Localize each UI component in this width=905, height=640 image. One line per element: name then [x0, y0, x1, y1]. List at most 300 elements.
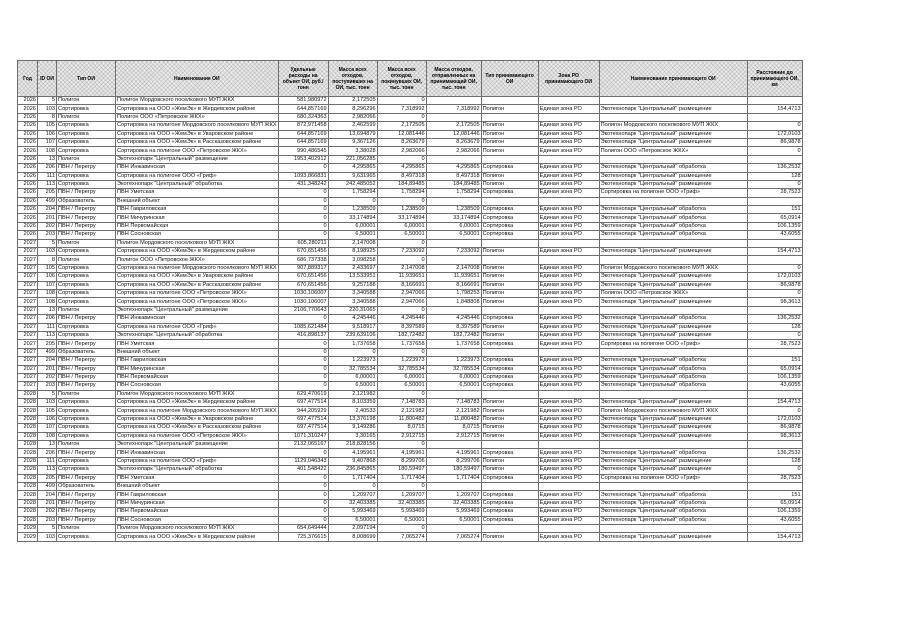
table-cell[interactable]: 872,971458: [278, 122, 328, 130]
table-cell[interactable]: 180,59497: [426, 466, 481, 474]
table-cell[interactable]: 1,209707: [426, 491, 481, 499]
table-cell[interactable]: Единая зона РО: [538, 264, 599, 272]
table-cell[interactable]: Полигон: [57, 155, 116, 163]
table-cell[interactable]: 499: [38, 348, 57, 356]
table-cell[interactable]: [481, 97, 538, 105]
table-cell[interactable]: [747, 155, 802, 163]
table-cell[interactable]: Единая зона РО: [538, 289, 599, 297]
table-cell[interactable]: 0: [278, 214, 328, 222]
table-cell[interactable]: 2,912715: [426, 432, 481, 440]
table-cell[interactable]: 32,403385: [328, 499, 377, 507]
table-cell[interactable]: 0: [278, 474, 328, 482]
table-cell[interactable]: 0: [278, 499, 328, 507]
table-cell[interactable]: ПВН / Перегру: [57, 340, 116, 348]
table-cell[interactable]: 0: [278, 357, 328, 365]
table-cell[interactable]: Сортировка: [481, 474, 538, 482]
table-cell[interactable]: ПВН / Перегру: [57, 449, 116, 457]
table-cell[interactable]: Единая зона РО: [538, 189, 599, 197]
table-cell[interactable]: Полигон: [481, 323, 538, 331]
table-cell[interactable]: [747, 441, 802, 449]
table-cell[interactable]: Полигон ООО «Петровское ЖКХ»: [116, 256, 279, 264]
table-cell[interactable]: Сортировка: [57, 323, 116, 331]
table-cell[interactable]: 206: [38, 449, 57, 457]
header-cell[interactable]: Наименование ОИ: [116, 61, 279, 97]
table-cell[interactable]: ПВН Гавриловская: [116, 357, 279, 365]
table-cell[interactable]: 9,257188: [328, 281, 377, 289]
table-cell[interactable]: [481, 155, 538, 163]
table-cell[interactable]: 697,477514: [278, 399, 328, 407]
table-cell[interactable]: [599, 97, 747, 105]
table-cell[interactable]: 154,4713: [747, 248, 802, 256]
table-cell[interactable]: Сортировка на полигоне Мордовского поселкового МУП ЖКХ: [117, 122, 277, 129]
table-cell[interactable]: [481, 390, 538, 398]
table-cell[interactable]: 202: [38, 373, 57, 381]
table-cell[interactable]: [481, 306, 538, 314]
table-cell[interactable]: 1,209707: [328, 491, 377, 499]
table-cell[interactable]: Единая зона РО: [538, 180, 599, 188]
table-cell[interactable]: ПВН Инжавинская: [116, 449, 279, 457]
table-cell[interactable]: Сортировка: [57, 466, 116, 474]
table-cell[interactable]: 5: [38, 239, 57, 247]
table-cell[interactable]: Экотехнопарк "Центральный" обработка: [599, 382, 747, 390]
table-cell[interactable]: [538, 482, 599, 490]
table-cell[interactable]: 401,548422: [278, 466, 328, 474]
table-cell[interactable]: 0: [278, 373, 328, 381]
table-cell[interactable]: 7,233092: [426, 248, 481, 256]
table-cell[interactable]: Полигон Мордовского поселкового МУП ЖКХ: [599, 122, 747, 130]
table-cell[interactable]: ПВН Сосновская: [116, 382, 279, 390]
table-cell[interactable]: 113: [38, 331, 57, 339]
table-cell[interactable]: Полигон: [481, 138, 538, 146]
table-cell[interactable]: Экотехнопарк "Центральный" обработка: [599, 449, 747, 457]
table-cell[interactable]: Полигон: [481, 105, 538, 113]
table-cell[interactable]: Сортировка: [481, 516, 538, 524]
table-cell[interactable]: 8,198925: [328, 248, 377, 256]
table-cell[interactable]: ПВН Уметская: [116, 189, 279, 197]
table-cell[interactable]: 33,174894: [328, 214, 377, 222]
table-cell[interactable]: Экотехнопарк "Центральный" размещение: [116, 441, 279, 449]
table-cell[interactable]: 28,7523: [747, 189, 802, 197]
table-cell[interactable]: [599, 113, 747, 121]
table-cell[interactable]: 2026: [18, 214, 38, 222]
table-cell[interactable]: [426, 155, 481, 163]
table-cell[interactable]: Сортировка на ООО «ЖемЭк» в Уваровском районе: [116, 273, 279, 281]
table-cell[interactable]: 2026: [18, 113, 38, 121]
table-cell[interactable]: ПВН Гавриловская: [116, 491, 279, 499]
table-cell[interactable]: 6,00001: [328, 373, 377, 381]
table-cell[interactable]: 182,72482: [377, 331, 426, 339]
table-cell[interactable]: Полигон ООО «Петровское ЖКХ»: [599, 147, 747, 155]
table-cell[interactable]: 644,857169: [278, 138, 328, 146]
table-cell[interactable]: Полигон: [481, 264, 538, 272]
table-cell[interactable]: 2027: [18, 306, 38, 314]
table-cell[interactable]: 33,174894: [426, 214, 481, 222]
table-cell[interactable]: 2027: [18, 239, 38, 247]
table-cell[interactable]: 2028: [18, 449, 38, 457]
table-cell[interactable]: Единая зона РО: [538, 499, 599, 507]
table-cell[interactable]: [747, 239, 802, 247]
table-cell[interactable]: 107: [38, 424, 57, 432]
table-cell[interactable]: 644,857169: [278, 105, 328, 113]
table-cell[interactable]: 2,40533: [328, 407, 377, 415]
table-cell[interactable]: 5: [38, 524, 57, 532]
table-cell[interactable]: 6,00001: [377, 373, 426, 381]
table-cell[interactable]: 33,174894: [377, 214, 426, 222]
table-cell[interactable]: [426, 348, 481, 356]
table-cell[interactable]: [599, 524, 747, 532]
table-cell[interactable]: 6,50001: [377, 516, 426, 524]
table-cell[interactable]: ПВН Сосновская: [116, 516, 279, 524]
table-cell[interactable]: 4,195961: [328, 449, 377, 457]
table-cell[interactable]: 725,376615: [278, 533, 328, 541]
table-cell[interactable]: Сортировка на ООО «ЖемЭк» в Рассказовском районе: [116, 138, 279, 146]
table-cell[interactable]: 0: [377, 113, 426, 121]
table-cell[interactable]: 8,497318: [426, 172, 481, 180]
table-cell[interactable]: 0: [278, 491, 328, 499]
header-cell[interactable]: Зона РО принимающего ОИ: [538, 61, 599, 97]
table-cell[interactable]: 1,737658: [377, 340, 426, 348]
table-cell[interactable]: Полигон: [481, 147, 538, 155]
table-cell[interactable]: Экотехнопарк "Центральный" размещение: [599, 273, 747, 281]
table-cell[interactable]: 221,056285: [328, 155, 377, 163]
table-cell[interactable]: 154,4713: [747, 399, 802, 407]
table-cell[interactable]: Сортировка: [57, 281, 116, 289]
table-cell[interactable]: Единая зона РО: [538, 415, 599, 423]
table-cell[interactable]: 6,50001: [328, 516, 377, 524]
table-cell[interactable]: [538, 306, 599, 314]
table-cell[interactable]: ПВН Мичуринская: [116, 499, 279, 507]
table-cell[interactable]: 1071,310247: [278, 432, 328, 440]
table-cell[interactable]: [599, 239, 747, 247]
table-cell[interactable]: 7,065274: [426, 533, 481, 541]
table-cell[interactable]: ПВН / Перегру: [57, 189, 116, 197]
table-cell[interactable]: Сортировка на полигоне ООО «Гриф»: [599, 474, 747, 482]
table-cell[interactable]: Сортировка: [57, 289, 116, 297]
table-cell[interactable]: 499: [38, 197, 57, 205]
table-cell[interactable]: [538, 197, 599, 205]
table-cell[interactable]: [426, 441, 481, 449]
table-cell[interactable]: 2028: [18, 390, 38, 398]
table-cell[interactable]: 11,939651: [377, 273, 426, 281]
table-cell[interactable]: [481, 113, 538, 121]
table-cell[interactable]: Сортировка: [481, 206, 538, 214]
table-cell[interactable]: Единая зона РО: [538, 331, 599, 339]
table-cell[interactable]: 65,0914: [747, 499, 802, 507]
table-cell[interactable]: 108: [38, 289, 57, 297]
table-cell[interactable]: 431,348242: [278, 180, 328, 188]
table-cell[interactable]: 9,518917: [328, 323, 377, 331]
table-cell[interactable]: 2028: [18, 415, 38, 423]
table-cell[interactable]: 2027: [18, 331, 38, 339]
table-cell[interactable]: Экотехнопарк "Центральный" размещение: [116, 306, 279, 314]
table-cell[interactable]: Экотехнопарк "Центральный" размещение: [599, 138, 747, 146]
table-cell[interactable]: Полигон: [481, 172, 538, 180]
table-cell[interactable]: 697,477514: [278, 424, 328, 432]
table-cell[interactable]: 105: [38, 122, 57, 130]
table-cell[interactable]: 218,828156: [328, 441, 377, 449]
table-cell[interactable]: 7,233092: [377, 248, 426, 256]
table-cell[interactable]: 1030,106007: [278, 298, 328, 306]
table-cell[interactable]: Полигон: [481, 289, 538, 297]
table-cell[interactable]: 2029: [18, 533, 38, 541]
table-cell[interactable]: 8,296296: [328, 105, 377, 113]
table-cell[interactable]: 2027: [18, 365, 38, 373]
table-cell[interactable]: Сортировка: [57, 180, 116, 188]
table-cell[interactable]: 12,081446: [426, 130, 481, 138]
table-cell[interactable]: 203: [38, 231, 57, 239]
table-cell[interactable]: 11,939651: [426, 273, 481, 281]
table-cell[interactable]: [599, 348, 747, 356]
table-cell[interactable]: Экотехнопарк "Центральный" размещение: [599, 415, 747, 423]
table-cell[interactable]: 581,980972: [278, 97, 328, 105]
table-cell[interactable]: 0: [747, 180, 802, 188]
table-cell[interactable]: 0: [328, 348, 377, 356]
table-cell[interactable]: ПВН Инжавинская: [116, 315, 279, 323]
table-cell[interactable]: ПВН Гавриловская: [116, 206, 279, 214]
table-cell[interactable]: 6,50001: [328, 382, 377, 390]
table-cell[interactable]: [599, 441, 747, 449]
table-cell[interactable]: [747, 348, 802, 356]
table-cell[interactable]: [538, 524, 599, 532]
table-cell[interactable]: 108: [38, 147, 57, 155]
table-cell[interactable]: Сортировка на полигоне ООО «Петровское ЖКХ»: [116, 432, 279, 440]
table-cell[interactable]: ПВН / Перегру: [57, 365, 116, 373]
table-cell[interactable]: 32,785534: [426, 365, 481, 373]
table-cell[interactable]: 944,205929: [278, 407, 328, 415]
table-cell[interactable]: 907,889317: [278, 264, 328, 272]
table-cell[interactable]: 206: [38, 315, 57, 323]
table-cell[interactable]: 2,147008: [426, 264, 481, 272]
table-cell[interactable]: [538, 348, 599, 356]
table-cell[interactable]: 98,3613: [747, 298, 802, 306]
table-cell[interactable]: [747, 390, 802, 398]
table-cell[interactable]: 65,0914: [747, 214, 802, 222]
table-cell[interactable]: 172,0103: [747, 130, 802, 138]
table-cell[interactable]: Сортировка: [57, 298, 116, 306]
table-cell[interactable]: Полигон: [57, 256, 116, 264]
table-cell[interactable]: 0: [377, 155, 426, 163]
table-cell[interactable]: 2,947066: [377, 289, 426, 297]
table-cell[interactable]: 2027: [18, 382, 38, 390]
table-cell[interactable]: 2028: [18, 457, 38, 465]
table-cell[interactable]: Экотехнопарк "Центральный" размещение: [599, 130, 747, 138]
header-cell[interactable]: Тип принимающего ОИ: [481, 61, 538, 97]
table-cell[interactable]: Полигон: [57, 306, 116, 314]
table-cell[interactable]: 202: [38, 222, 57, 230]
table-cell[interactable]: Экотехнопарк "Центральный" размещение: [599, 457, 747, 465]
table-cell[interactable]: Единая зона РО: [538, 105, 599, 113]
table-cell[interactable]: 2,172505: [328, 97, 377, 105]
table-cell[interactable]: Единая зона РО: [538, 466, 599, 474]
table-cell[interactable]: ПВН / Перегру: [57, 491, 116, 499]
table-cell[interactable]: Полигон: [481, 248, 538, 256]
table-cell[interactable]: 7,148783: [426, 399, 481, 407]
table-cell[interactable]: Экотехнопарк "Центральный" обработка: [599, 499, 747, 507]
table-cell[interactable]: 1030,106007: [278, 289, 328, 297]
table-cell[interactable]: [481, 524, 538, 532]
table-cell[interactable]: 2027: [18, 248, 38, 256]
table-cell[interactable]: 107: [38, 281, 57, 289]
table-cell[interactable]: 2,982066: [426, 147, 481, 155]
table-cell[interactable]: Полигон: [481, 180, 538, 188]
table-cell[interactable]: Сортировка: [57, 130, 116, 138]
table-cell[interactable]: 2026: [18, 197, 38, 205]
table-cell[interactable]: 0: [377, 256, 426, 264]
table-cell[interactable]: 2028: [18, 424, 38, 432]
table-cell[interactable]: 86,9878: [747, 424, 802, 432]
table-cell[interactable]: 5,993469: [328, 508, 377, 516]
table-cell[interactable]: 8,0715: [377, 424, 426, 432]
table-cell[interactable]: 4,295865: [328, 164, 377, 172]
table-cell[interactable]: 2028: [18, 516, 38, 524]
table-cell[interactable]: 136,2532: [747, 164, 802, 172]
table-cell[interactable]: 2029: [18, 524, 38, 532]
table-cell[interactable]: [538, 113, 599, 121]
table-cell[interactable]: 203: [38, 382, 57, 390]
table-cell[interactable]: 13,694879: [328, 130, 377, 138]
table-cell[interactable]: Сортировка: [481, 222, 538, 230]
table-cell[interactable]: Сортировка: [57, 331, 116, 339]
table-cell[interactable]: [481, 482, 538, 490]
table-cell[interactable]: ПВН / Перегру: [57, 499, 116, 507]
table-cell[interactable]: 11,800482: [426, 415, 481, 423]
table-cell[interactable]: 128: [747, 323, 802, 331]
table-cell[interactable]: Сортировка: [481, 449, 538, 457]
table-cell[interactable]: 205: [38, 474, 57, 482]
table-cell[interactable]: 1,238509: [426, 206, 481, 214]
table-cell[interactable]: 0: [278, 449, 328, 457]
table-cell[interactable]: 2,121982: [426, 407, 481, 415]
table-cell[interactable]: [747, 197, 802, 205]
table-cell[interactable]: [538, 441, 599, 449]
table-cell[interactable]: 1953,402912: [278, 155, 328, 163]
table-cell[interactable]: Полигон: [481, 424, 538, 432]
table-cell[interactable]: 106: [38, 130, 57, 138]
table-cell[interactable]: 2132,065167: [278, 441, 328, 449]
table-cell[interactable]: 8,299706: [426, 457, 481, 465]
table-cell[interactable]: 201: [38, 214, 57, 222]
table-cell[interactable]: 86,9878: [747, 138, 802, 146]
table-cell[interactable]: Полигон: [481, 122, 538, 130]
table-cell[interactable]: [426, 524, 481, 532]
table-cell[interactable]: 32,403385: [426, 499, 481, 507]
table-cell[interactable]: 499: [38, 482, 57, 490]
table-cell[interactable]: Полигон ООО «Петровское ЖКХ»: [116, 113, 279, 121]
table-cell[interactable]: Экотехнопарк "Центральный" обработка: [599, 373, 747, 381]
table-cell[interactable]: 2028: [18, 441, 38, 449]
table-cell[interactable]: Единая зона РО: [538, 231, 599, 239]
table-cell[interactable]: 106: [38, 415, 57, 423]
table-cell[interactable]: Единая зона РО: [538, 399, 599, 407]
table-cell[interactable]: Единая зона РО: [538, 172, 599, 180]
table-cell[interactable]: 2027: [18, 256, 38, 264]
table-cell[interactable]: 0: [747, 122, 802, 130]
table-cell[interactable]: ПВН Уметская: [116, 340, 279, 348]
table-cell[interactable]: ПВН / Перегру: [57, 164, 116, 172]
table-cell[interactable]: Полигон: [481, 281, 538, 289]
table-cell[interactable]: 0: [278, 340, 328, 348]
table-cell[interactable]: 2,172505: [377, 122, 426, 130]
table-cell[interactable]: 7,318992: [377, 105, 426, 113]
table-cell[interactable]: Образователь: [57, 348, 116, 356]
table-cell[interactable]: 220,31065: [328, 306, 377, 314]
table-cell[interactable]: 2,097194: [328, 524, 377, 532]
table-cell[interactable]: Сортировка: [481, 214, 538, 222]
table-cell[interactable]: Сортировка: [57, 457, 116, 465]
table-cell[interactable]: 6,00001: [328, 222, 377, 230]
header-cell[interactable]: Наименование принимающего ОИ: [599, 61, 747, 97]
table-cell[interactable]: 2,147008: [328, 239, 377, 247]
table-cell[interactable]: 1,238509: [328, 206, 377, 214]
table-cell[interactable]: Полигон: [481, 533, 538, 541]
table-cell[interactable]: Экотехнопарк "Центральный" размещение: [599, 399, 747, 407]
table-cell[interactable]: Единая зона РО: [538, 491, 599, 499]
table-cell[interactable]: 2106,770643: [278, 306, 328, 314]
table-cell[interactable]: 111: [38, 172, 57, 180]
table-cell[interactable]: 2026: [18, 189, 38, 197]
table-cell[interactable]: ПВН Мичуринская: [116, 214, 279, 222]
table-cell[interactable]: 0: [377, 239, 426, 247]
table-cell[interactable]: 2027: [18, 298, 38, 306]
table-cell[interactable]: 6,50001: [426, 516, 481, 524]
table-cell[interactable]: 605,280211: [278, 239, 328, 247]
table-cell[interactable]: [481, 256, 538, 264]
table-cell[interactable]: 0: [377, 441, 426, 449]
table-cell[interactable]: [599, 390, 747, 398]
table-cell[interactable]: 5,993469: [426, 508, 481, 516]
table-cell[interactable]: 2026: [18, 164, 38, 172]
table-cell[interactable]: [599, 482, 747, 490]
table-cell[interactable]: Экотехнопарк "Центральный" размещение: [599, 172, 747, 180]
table-cell[interactable]: 9,631965: [328, 172, 377, 180]
table-cell[interactable]: 6,50001: [426, 382, 481, 390]
table-cell[interactable]: Единая зона РО: [538, 273, 599, 281]
table-cell[interactable]: Сортировка на полигоне ООО «Гриф»: [116, 323, 279, 331]
table-cell[interactable]: 2028: [18, 399, 38, 407]
table-cell[interactable]: 9,407868: [328, 457, 377, 465]
header-cell[interactable]: Масса всех отходов, покинувших ОИ, тыс. тонн: [377, 61, 426, 97]
table-cell[interactable]: Сортировка: [481, 340, 538, 348]
table-cell[interactable]: Сортировка: [57, 172, 116, 180]
table-cell[interactable]: 128: [747, 172, 802, 180]
table-cell[interactable]: 8,166691: [426, 281, 481, 289]
table-cell[interactable]: Сортировка на полигоне ООО «Гриф»: [599, 340, 747, 348]
table-cell[interactable]: 2,912715: [377, 432, 426, 440]
table-cell[interactable]: Образователь: [57, 197, 116, 205]
table-cell[interactable]: Сортировка на ООО «ЖемЭк» в Жердевском районе: [116, 399, 279, 407]
table-cell[interactable]: ПВН Первомайская: [116, 222, 279, 230]
table-cell[interactable]: [747, 482, 802, 490]
table-cell[interactable]: 6,50001: [328, 231, 377, 239]
table-cell[interactable]: Экотехнопарк "Центральный" обработка: [599, 231, 747, 239]
table-cell[interactable]: Сортировка: [57, 415, 116, 423]
table-cell[interactable]: 8,008699: [328, 533, 377, 541]
header-cell[interactable]: ID ОИ: [38, 61, 57, 97]
table-cell[interactable]: Экотехнопарк "Центральный" обработка: [599, 315, 747, 323]
table-cell[interactable]: 106,1359: [747, 508, 802, 516]
table-cell[interactable]: Сортировка: [57, 533, 116, 541]
table-cell[interactable]: Полигон: [481, 466, 538, 474]
table-cell[interactable]: 206: [38, 164, 57, 172]
table-cell[interactable]: ПВН Уметская: [116, 474, 279, 482]
table-cell[interactable]: Сортировка на полигоне ООО «Петровское ЖКХ»: [116, 289, 279, 297]
table-cell[interactable]: Сортировка: [57, 424, 116, 432]
table-cell[interactable]: 0: [278, 508, 328, 516]
table-cell[interactable]: 13,376198: [328, 415, 377, 423]
table-cell[interactable]: Сортировка на полигоне ООО «Петровское ЖКХ»: [116, 298, 279, 306]
table-cell[interactable]: 644,857169: [278, 130, 328, 138]
table-cell[interactable]: Единая зона РО: [538, 407, 599, 415]
